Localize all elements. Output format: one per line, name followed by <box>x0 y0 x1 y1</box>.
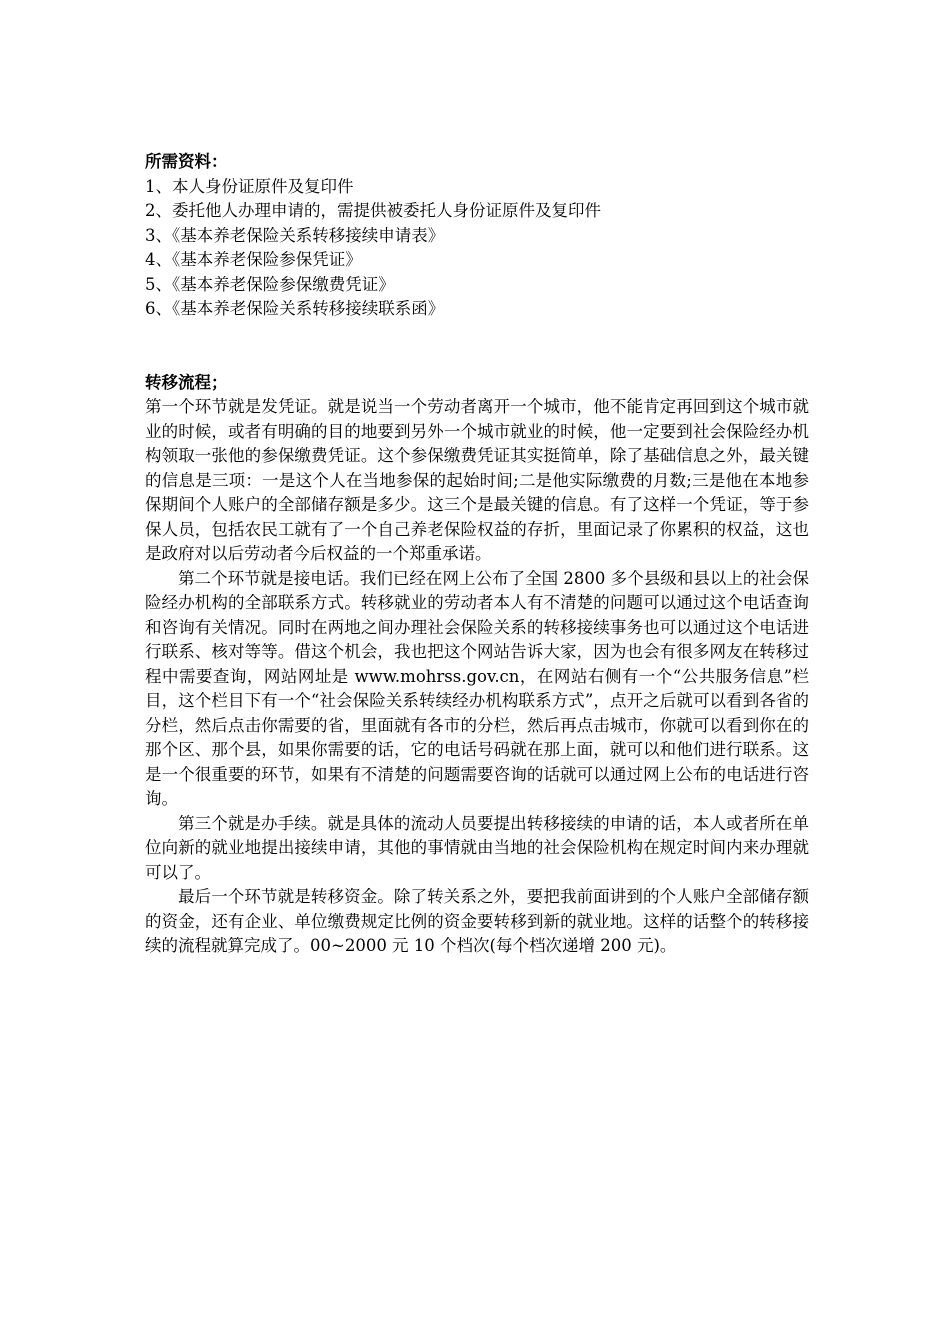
materials-heading: 所需资料： <box>145 152 228 171</box>
list-item: 4、《基本养老保险参保凭证》 <box>145 250 362 269</box>
paragraph-step-4: 最后一个环节就是转移资金。除了转关系之外，要把我前面讲到的个人账户全部储存额的资金，还有企业、单位缴费规定比例的资金要转移到新的就业地。这样的话整个的转移接续的流程就算完成了。00~2000 元 10 个档次(每个档次递增 200 元)。 <box>145 887 809 955</box>
list-item: 5、《基本养老保险参保缴费凭证》 <box>145 274 395 294</box>
list-item: 3、《基本养老保险关系转移接续申请表》 <box>145 225 445 245</box>
paragraph-step-1: 第一个环节就是发凭证。就是说当一个劳动者离开一个城市，他不能肯定再回到这个城市就业的时候，或者有明确的目的地要到另外一个城市就业的时候，他一定要到社会保险经办机构领取一张他的参保缴费凭证。这个参保缴费凭证其实挺简单，除了基础信息之外，最关键的信息是三项：一是这个人在当地参保的起始时间;二是他实际缴费的月数;三是他在本地参保期间个人账户的全部储存额是多少。这三个是最关键的信息。有了这样一个凭证，等于参保人员，包括农民工就有了一个自己养老保险权益的存折，里面记录了你累积的权益，这也是政府对以后劳动者今后权益的一个郑重承诺。 <box>145 397 809 563</box>
list-item: 2、委托他人办理申请的，需提供被委托人身份证原件及复印件 <box>145 201 601 220</box>
paragraph-step-3: 第三个就是办手续。就是具体的流动人员要提出转移接续的申请的话，本人或者所在单位向新的就业地提出接续申请，其他的事情就由当地的社会保险机构在规定时间内来办理就可以了。 <box>145 813 809 882</box>
list-item: 6、《基本养老保险关系转移接续联系函》 <box>145 299 445 318</box>
materials-list <box>145 175 809 322</box>
paragraph-step-2: 第二个环节就是接电话。我们已经在网上公布了全国 2800 多个县级和县以上的社会保险经办机构的全部联系方式。转移就业的劳动者本人有不清楚的问题可以通过这个电话查询和咨询有关情况。同时在两地之间办理社会保险关系的转移接续事务也可以通过这个电话进行联系、核对等等。借这个机会，我也把这个网站告诉大家，因为也会有很多网友在转移过程中需要查询，网站网址是 www.mohrss.gov.cn，在网站右侧有一个“公共服务信息”栏目，这个栏目下有一个“社会保险关系转续经办机构联系方式”，点开之后就可以看到各省的分栏，然后点击你需要的省，里面就有各市的分栏，然后再点击城市，你就可以看到你在的那个区、那个县，如果你需要的话，它的电话号码就在那上面，就可以和他们进行联系。这是一个很重要的环节，如果有不清楚的问题需要咨询的话就可以通过网上公布的电话进行咨询。 <box>145 568 809 808</box>
process-heading: 转移流程； <box>145 372 228 392</box>
document-page <box>145 150 809 959</box>
section-spacer <box>145 322 809 371</box>
list-item: 1、本人身份证原件及复印件 <box>145 176 354 196</box>
